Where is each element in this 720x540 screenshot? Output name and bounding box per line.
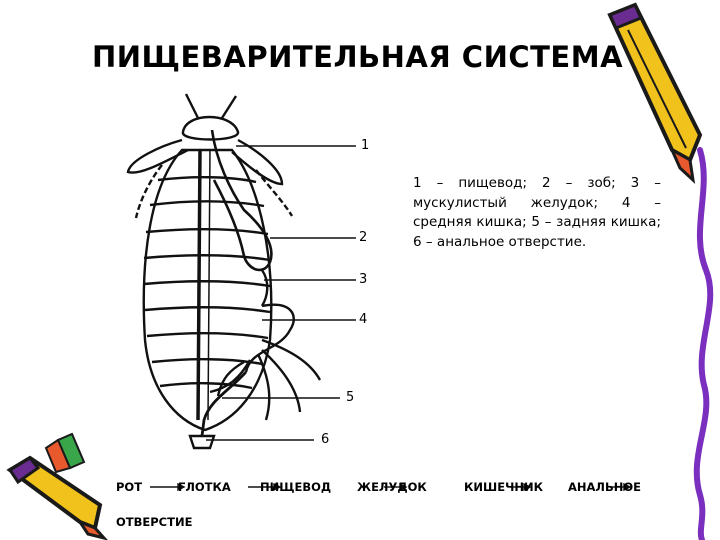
chain-step-opening: ОТВЕРСТИЕ xyxy=(116,515,193,529)
slide-title: ПИЩЕВАРИТЕЛЬНАЯ СИСТЕМА xyxy=(92,40,624,74)
callout-1: 1 xyxy=(361,138,370,153)
legend-text: 1 – пищевод; 2 – зоб; 3 – мускулистый желудок; 4 – средняя кишка; 5 – задняя кишка; 6 – анальное отверстие. xyxy=(413,175,661,250)
chain-step-stomach: ЖЕЛУДОК xyxy=(357,480,427,494)
insect-diagram xyxy=(128,94,320,448)
pencil-icon-bottom-left xyxy=(10,434,104,538)
chain-step-pharynx: ГЛОТКА xyxy=(178,480,231,494)
callout-5: 5 xyxy=(346,390,355,405)
chain-step-mouth: РОТ xyxy=(116,480,143,494)
squiggle-line-decoration xyxy=(697,150,710,540)
chain-step-anal: АНАЛЬНОЕ xyxy=(568,480,641,494)
callout-4: 4 xyxy=(359,312,368,327)
chain-step-intestine: КИШЕЧНИК xyxy=(464,480,544,494)
callout-lines xyxy=(206,146,356,440)
callout-2: 2 xyxy=(359,230,368,245)
pencil-icon-top-right xyxy=(610,5,700,180)
callout-6: 6 xyxy=(321,432,330,447)
chain-step-esophagus: ПИЩЕВОД xyxy=(260,480,332,494)
callout-3: 3 xyxy=(359,272,368,287)
